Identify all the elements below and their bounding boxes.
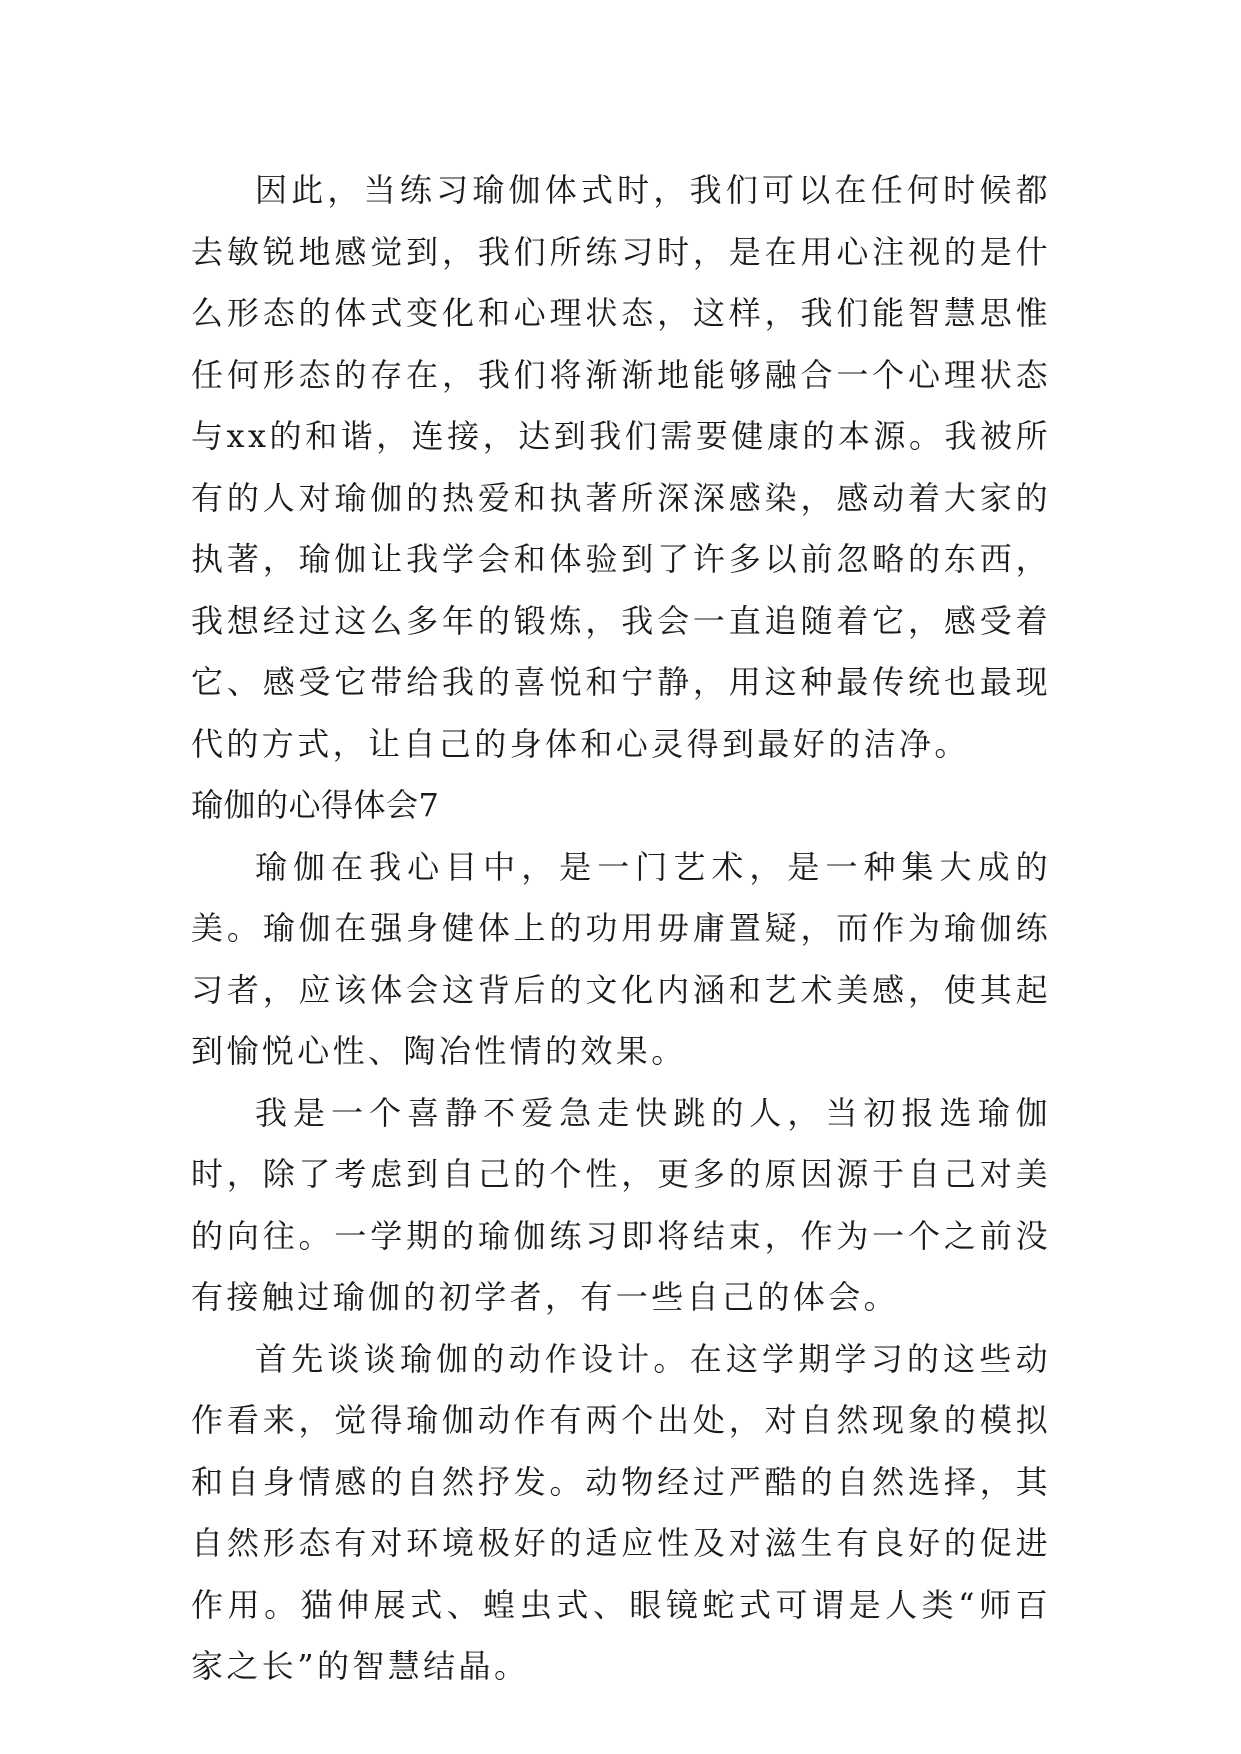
section-heading: 瑜伽的心得体会7 <box>191 786 440 824</box>
body-paragraph: 瑜伽在我心目中，是一门艺术，是一种集大成的美。瑜伽在强身健体上的功用毋庸置疑，而作为瑜伽练习者，应该体会这背后的文化内涵和艺术美感，使其起到愉悦心性、陶冶性情的效果。 <box>191 847 1051 1070</box>
body-paragraph: 首先谈谈瑜伽的动作设计。在这学期学习的这些动作看来，觉得瑜伽动作有两个出处，对自然现象的模拟和自身情感的自然抒发。动物经过严酷的自然选择，其自然形态有对环境极好的适应性及对滋生有良好的促进作用。猫伸展式、蝗虫式、眼镜蛇式可谓是人类“师百家之长”的智慧结晶。 <box>191 1339 1051 1685</box>
document-page <box>191 160 1051 1698</box>
body-paragraph: 因此，当练习瑜伽体式时，我们可以在任何时候都去敏锐地感觉到，我们所练习时，是在用心注视的是什么形态的体式变化和心理状态，这样，我们能智慧思惟任何形态的存在，我们将渐渐地能够融合一个心理状态与xx的和谐，连接，达到我们需要健康的本源。我被所有的人对瑜伽的热爱和执著所深深感染，感动着大家的执著，瑜伽让我学会和体验到了许多以前忽略的东西，我想经过这么多年的锻炼，我会一直追随着它，感受着它、感受它带给我的喜悦和宁静，用这种最传统也最现代的方式，让自己的身体和心灵得到最好的洁净。 <box>191 171 1051 763</box>
body-paragraph: 我是一个喜静不爱急走快跳的人，当初报选瑜伽时，除了考虑到自己的个性，更多的原因源于自己对美的向往。一学期的瑜伽练习即将结束，作为一个之前没有接触过瑜伽的初学者，有一些自己的体会。 <box>191 1093 1051 1316</box>
